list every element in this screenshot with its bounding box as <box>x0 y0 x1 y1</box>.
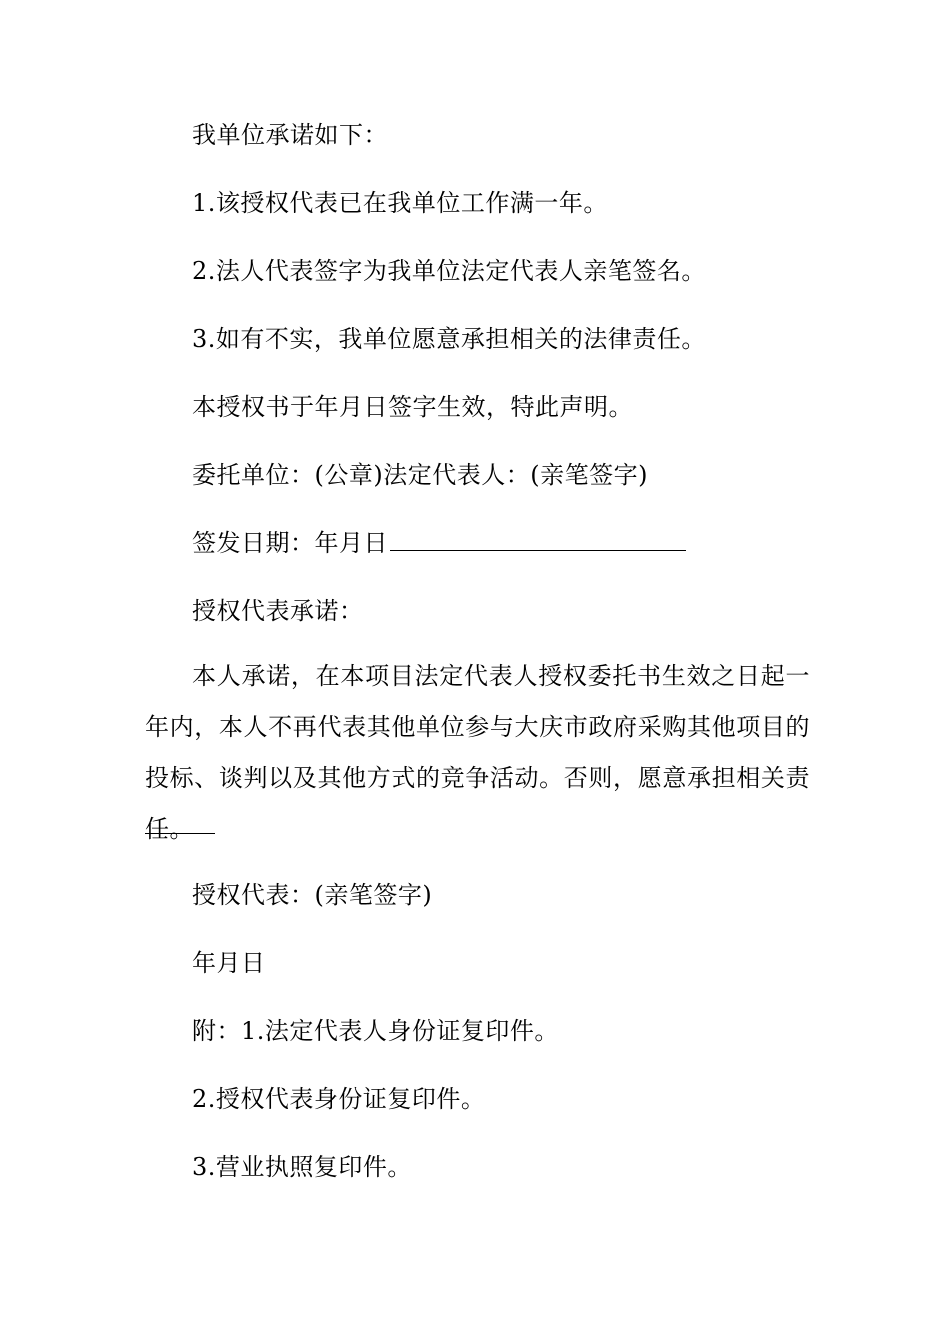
attachment-item-1: 附：1.法定代表人身份证复印件。 <box>192 1017 559 1045</box>
issue-date-blank <box>390 530 686 551</box>
short-divider-rule <box>145 833 215 834</box>
rep-date-line: 年月日 <box>192 949 266 977</box>
entrusting-unit-line: 委托单位：(公章)法定代表人：(亲笔签字) <box>192 461 648 489</box>
rep-signature-line: 授权代表：(亲笔签字) <box>192 881 433 909</box>
issue-date-label: 签发日期：年月日 <box>192 529 388 557</box>
effective-statement: 本授权书于年月日签字生效，特此声明。 <box>192 393 633 421</box>
attachment-item-2: 2.授权代表身份证复印件。 <box>192 1085 486 1113</box>
promise-item-3: 3.如有不实，我单位愿意承担相关的法律责任。 <box>192 325 706 353</box>
promise-heading: 我单位承诺如下： <box>192 121 388 149</box>
attachment-item-3: 3.营业执照复印件。 <box>192 1153 412 1181</box>
promise-item-1: 1.该授权代表已在我单位工作满一年。 <box>192 189 608 217</box>
promise-item-2: 2.法人代表签字为我单位法定代表人亲笔签名。 <box>192 257 706 285</box>
rep-promise-heading: 授权代表承诺： <box>192 597 364 625</box>
rep-promise-body: 本人承诺，在本项目法定代表人授权委托书生效之日起一年内，本人不再代表其他单位参与大庆市政府采购其他项目的投标、谈判以及其他方式的竞争活动。否则，愿意承担相关责任。 <box>145 662 810 843</box>
issue-date-line <box>192 526 686 560</box>
